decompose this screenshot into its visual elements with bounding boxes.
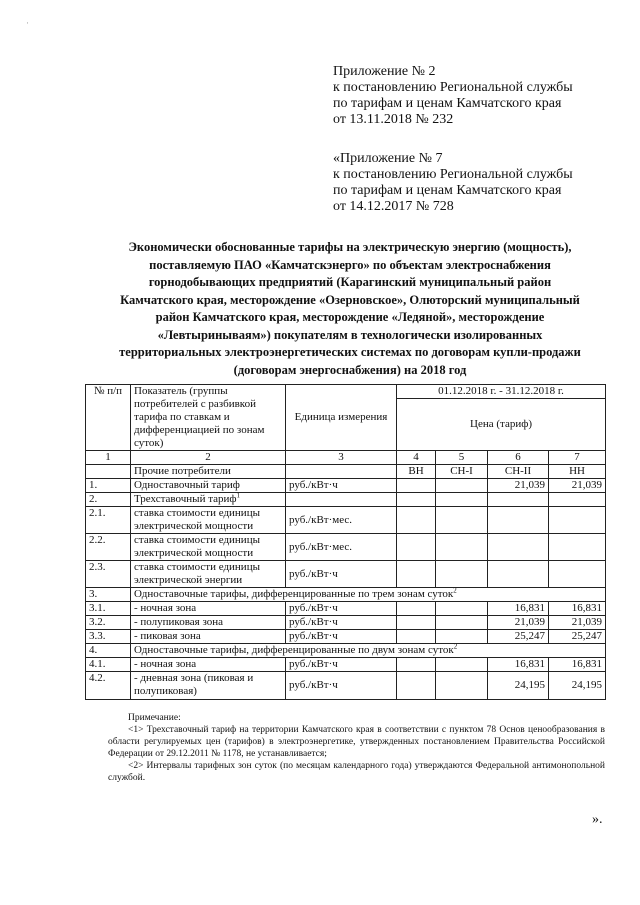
value-sn2: 25,247 xyxy=(488,630,549,644)
header-unit: Единица измерения xyxy=(286,385,397,451)
row-name: Одноставочные тарифы, дифференцированные по двум зонам суток$^2$ xyxy=(131,644,606,658)
row-name: ставка стоимости единицы электрической мощности xyxy=(131,534,286,561)
row-num: 2. xyxy=(86,493,131,507)
value-nn: 25,247 xyxy=(549,630,606,644)
title-line: территориальных электроэнергетических системах по договорам купли-продажи xyxy=(119,345,581,359)
voltage-sn2: СН-II xyxy=(488,465,549,479)
voltage-nn: НН xyxy=(549,465,606,479)
row-name: Одноставочный тариф xyxy=(131,479,286,493)
title-line: Камчатского края, месторождение «Озерновское», Олюторский муниципальный xyxy=(120,292,580,307)
appendix-2-header xyxy=(333,64,623,128)
voltage-vn: ВН xyxy=(397,465,436,479)
tariff-table xyxy=(85,384,606,700)
row-unit: руб./кВт·ч xyxy=(286,479,397,493)
appendix-line: по тарифам и ценам Камчатского края xyxy=(333,183,562,198)
note-1: <1> Трехставочный тариф на территории Камчатского края в соответствии с пунктом 78 Основ ценообразования в области регулируемых цен (тарифов) в электроэнергетике, утвержденных постановлением Правительства Российской Федерации от 29.12.2011 № 1178, не устанавливается; xyxy=(108,725,605,759)
footnote-ref: 2 xyxy=(453,643,458,651)
closing-quote: ». xyxy=(592,812,603,827)
row-num: 3. xyxy=(86,588,131,602)
section-consumers: Прочие потребители xyxy=(131,465,286,479)
row-unit: руб./кВт·ч xyxy=(286,630,397,644)
row-name: ставка стоимости единицы электрической энергии xyxy=(131,561,286,588)
value-nn: 21,039 xyxy=(549,616,606,630)
title-line: (договорам энергоснабжения) на 2018 год xyxy=(233,362,467,377)
table-row xyxy=(86,507,606,534)
appendix-line: по тарифам и ценам Камчатского края xyxy=(333,96,562,111)
value-nn: 16,831 xyxy=(549,602,606,616)
notes-section xyxy=(108,712,605,784)
col-number: 4 xyxy=(397,451,436,465)
title-line: горнодобывающих предприятий (Карагинский муниципальный район xyxy=(148,275,552,289)
table-row xyxy=(86,602,606,616)
value-nn: 16,831 xyxy=(549,658,606,672)
row-name: Одноставочные тарифы, дифференцированные по трем зонам суток$^2$ xyxy=(131,588,606,602)
value-sn2: 24,195 xyxy=(488,672,549,700)
appendix-line: от 14.12.2017 № 728 xyxy=(333,199,454,214)
row-unit: руб./кВт·мес. xyxy=(286,507,397,534)
table-row xyxy=(86,561,606,588)
table-row xyxy=(86,644,606,658)
row-num: 2.2. xyxy=(86,534,131,561)
footnote-ref: 2 xyxy=(453,587,457,595)
value-sn2: 21,039 xyxy=(488,479,549,493)
title-line: поставляемую ПАО «Камчатскэнерго» по объектам электроснабжения xyxy=(149,257,551,272)
header-indicator: Показатель (группы потребителей с разбивкой тарифа по ставкам и дифференциацией по зонам суток) xyxy=(131,385,286,451)
row-num: 2.3. xyxy=(86,561,131,588)
header-num: № п/п xyxy=(86,385,131,451)
row-name: - полупиковая зона xyxy=(131,616,286,630)
row-name: - ночная зона xyxy=(131,658,286,672)
row-num: 3.3. xyxy=(86,630,131,644)
title-line: Экономически обоснованные тарифы на электрическую энергию (мощность), xyxy=(128,240,572,254)
row-name: - дневная зона (пиковая и полупиковая) xyxy=(131,672,286,700)
table-row xyxy=(86,672,606,700)
appendix-line: Приложение № 2 xyxy=(333,64,436,79)
value-sn2: 16,831 xyxy=(488,658,549,672)
row-num: 3.1. xyxy=(86,602,131,616)
table-row xyxy=(86,658,606,672)
row-unit: руб./кВт·мес. xyxy=(286,534,397,561)
row-num: 1. xyxy=(86,479,131,493)
table-row xyxy=(86,630,606,644)
table-row xyxy=(86,588,606,602)
title-line: «Левтыринываям») покупателям в технологически изолированных xyxy=(157,327,543,342)
value-sn2: 21,039 xyxy=(488,616,549,630)
row-name: - ночная зона xyxy=(131,602,286,616)
title-line: район Камчатского края, месторождение «Ледяной», месторождение xyxy=(155,310,545,324)
note-2: <2> Интервалы тарифных зон суток (по месяцам календарного года) утверждаются Федеральной антимонопольной службой. xyxy=(108,761,605,783)
row-num: 4.1. xyxy=(86,658,131,672)
voltage-sn1: СН-I xyxy=(436,465,488,479)
appendix-line: «Приложение № 7 xyxy=(333,151,443,166)
row-num: 4.2. xyxy=(86,672,131,700)
table-row xyxy=(86,493,606,507)
row-unit: руб./кВт·ч xyxy=(286,672,397,700)
row-name: ставка стоимости единицы электрической мощности xyxy=(131,507,286,534)
table-row xyxy=(86,534,606,561)
col-number: 7 xyxy=(549,451,606,465)
corner-mark: · xyxy=(26,18,29,28)
row-unit: руб./кВт·ч xyxy=(286,561,397,588)
row-unit: руб./кВт·ч xyxy=(286,658,397,672)
table-row xyxy=(86,616,606,630)
col-number: 5 xyxy=(436,451,488,465)
row-name: - пиковая зона xyxy=(131,630,286,644)
value-nn: 21,039 xyxy=(549,479,606,493)
notes-title: Примечание: xyxy=(128,713,181,723)
row-num: 4. xyxy=(86,644,131,658)
footnote-ref: 1 xyxy=(236,492,241,500)
value-nn: 24,195 xyxy=(549,672,606,700)
value-sn2: 16,831 xyxy=(488,602,549,616)
document-title xyxy=(70,239,630,379)
col-number: 6 xyxy=(488,451,549,465)
col-number: 1 xyxy=(86,451,131,465)
appendix-line: к постановлению Региональной службы xyxy=(333,167,573,182)
appendix-line: от 13.11.2018 № 232 xyxy=(333,112,454,127)
row-name: Трехставочный тариф$^1$ xyxy=(131,493,286,507)
header-price: Цена (тариф) xyxy=(397,399,606,451)
table-row xyxy=(86,479,606,493)
row-unit: руб./кВт·ч xyxy=(286,602,397,616)
col-number: 3 xyxy=(286,451,397,465)
row-num: 2.1. xyxy=(86,507,131,534)
col-number: 2 xyxy=(131,451,286,465)
row-unit: руб./кВт·ч xyxy=(286,616,397,630)
header-period: 01.12.2018 г. - 31.12.2018 г. xyxy=(397,385,606,399)
appendix-line: к постановлению Региональной службы xyxy=(333,80,573,95)
row-num: 3.2. xyxy=(86,616,131,630)
appendix-7-header xyxy=(333,151,623,215)
